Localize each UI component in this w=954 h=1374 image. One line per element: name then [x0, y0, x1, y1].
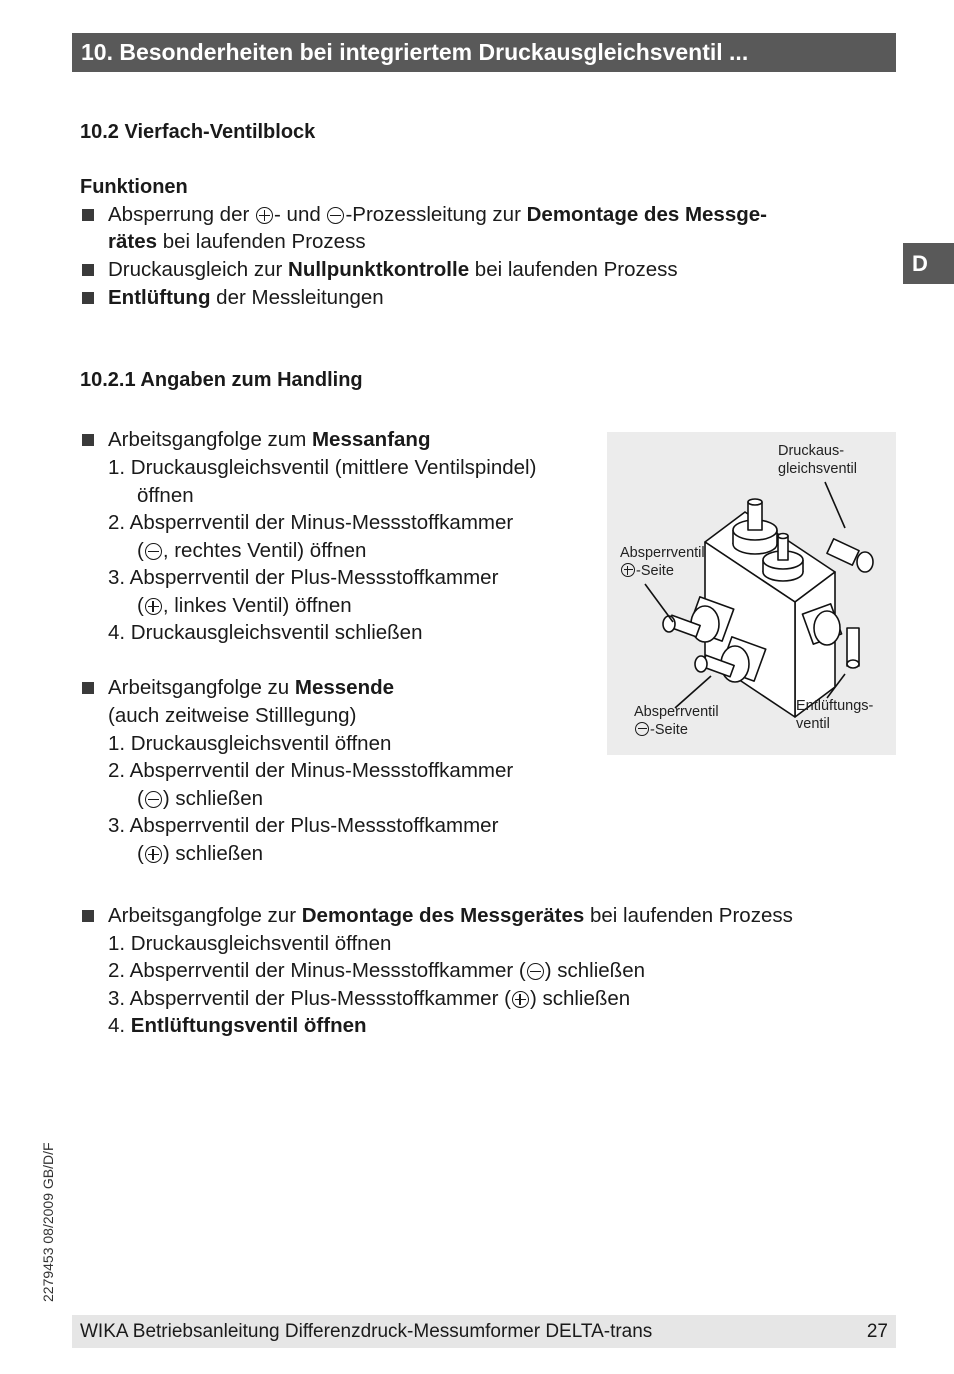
minus-symbol-icon [327, 207, 344, 224]
procedure-end-intro: Arbeitsgangfolge zu Messende [108, 676, 395, 699]
document-code: 2279453 08/2009 GB/D/F [40, 1142, 56, 1302]
plus-symbol-icon [512, 991, 529, 1008]
function-item-3: Entlüftung der Messleitungen [108, 286, 384, 309]
procedure-step: 2. Absperrventil der Minus-Messstoffkammer [108, 759, 514, 782]
subsection-title: 10.2.1 Angaben zum Handling [80, 369, 363, 391]
language-tab: D [903, 243, 954, 284]
page-number: 27 [866, 1321, 888, 1342]
procedure-step: 4. Druckausgleichsventil schließen [108, 621, 423, 644]
page-footer [72, 1315, 896, 1348]
procedure-step: 4. Entlüftungsventil öffnen [108, 1014, 367, 1037]
procedure-step-cont: ( ) schließen [137, 842, 264, 865]
procedure-start-intro: Arbeitsgangfolge zum Messanfang [108, 428, 431, 451]
minus-symbol-icon [527, 963, 544, 980]
section-title: 10.2 Vierfach-Ventilblock [80, 121, 316, 143]
bullet-marker [82, 209, 94, 221]
procedure-step: 3. Absperrventil der Plus-Messstoffkammer [108, 566, 499, 589]
footer-text: WIKA Betriebsanleitung Differenzdruck-Messumformer DELTA-trans [80, 1321, 653, 1342]
plus-symbol-icon [621, 563, 635, 577]
bullet-marker [82, 910, 94, 922]
label-minus-side-valve: Absperrventil -Seite [634, 704, 719, 738]
label-equalizing-valve: Druckaus- gleichsventil [778, 443, 857, 477]
bullet-marker [82, 264, 94, 276]
label-plus-side-valve: Absperrventil -Seite [620, 545, 705, 579]
chapter-title: 10. Besonderheiten bei integriertem Druckausgleichsventil ... [81, 39, 749, 65]
plus-symbol-icon [256, 207, 273, 224]
function-item-1: Absperrung der - und -Prozessleitung zur Demontage des Messge- [108, 203, 767, 226]
label-vent-valve: Entlüftungs- ventil [796, 698, 874, 732]
bullet-marker [82, 292, 94, 304]
procedure-step: 1. Druckausgleichsventil öffnen [108, 732, 392, 755]
procedure-step: 2. Absperrventil der Minus-Messstoffkammer ( ) schließen [108, 959, 645, 982]
function-item-2: Druckausgleich zur Nullpunktkontrolle bei laufenden Prozess [108, 258, 678, 281]
procedure-step: 3. Absperrventil der Plus-Messstoffkammer ( ) schließen [108, 987, 631, 1010]
minus-symbol-icon [635, 722, 649, 736]
procedure-step: 3. Absperrventil der Plus-Messstoffkammer [108, 814, 499, 837]
procedure-step: 1. Druckausgleichsventil (mittlere Ventilspindel) [108, 456, 537, 479]
minus-symbol-icon [145, 791, 162, 808]
procedure-step-cont: ( , rechtes Ventil) öffnen [137, 539, 367, 562]
procedure-end-subtitle: (auch zeitweise Stilllegung) [108, 704, 357, 727]
procedure-step: 1. Druckausgleichsventil öffnen [108, 932, 392, 955]
bullet-marker [82, 682, 94, 694]
bullet-marker [82, 434, 94, 446]
procedure-removal-intro: Arbeitsgangfolge zur Demontage des Messgerätes bei laufenden Prozess [108, 904, 793, 927]
minus-symbol-icon [145, 543, 162, 560]
procedure-step-cont: öffnen [137, 484, 194, 507]
procedure-step-cont: ( , linkes Ventil) öffnen [137, 594, 352, 617]
procedure-step: 2. Absperrventil der Minus-Messstoffkammer [108, 511, 514, 534]
plus-symbol-icon [145, 598, 162, 615]
chapter-header [72, 33, 896, 72]
plus-symbol-icon [145, 846, 162, 863]
procedure-step-cont: ( ) schließen [137, 787, 264, 810]
function-item-1-cont: rätes bei laufenden Prozess [108, 230, 366, 253]
valve-block-figure [607, 432, 896, 755]
functions-heading: Funktionen [80, 176, 188, 198]
